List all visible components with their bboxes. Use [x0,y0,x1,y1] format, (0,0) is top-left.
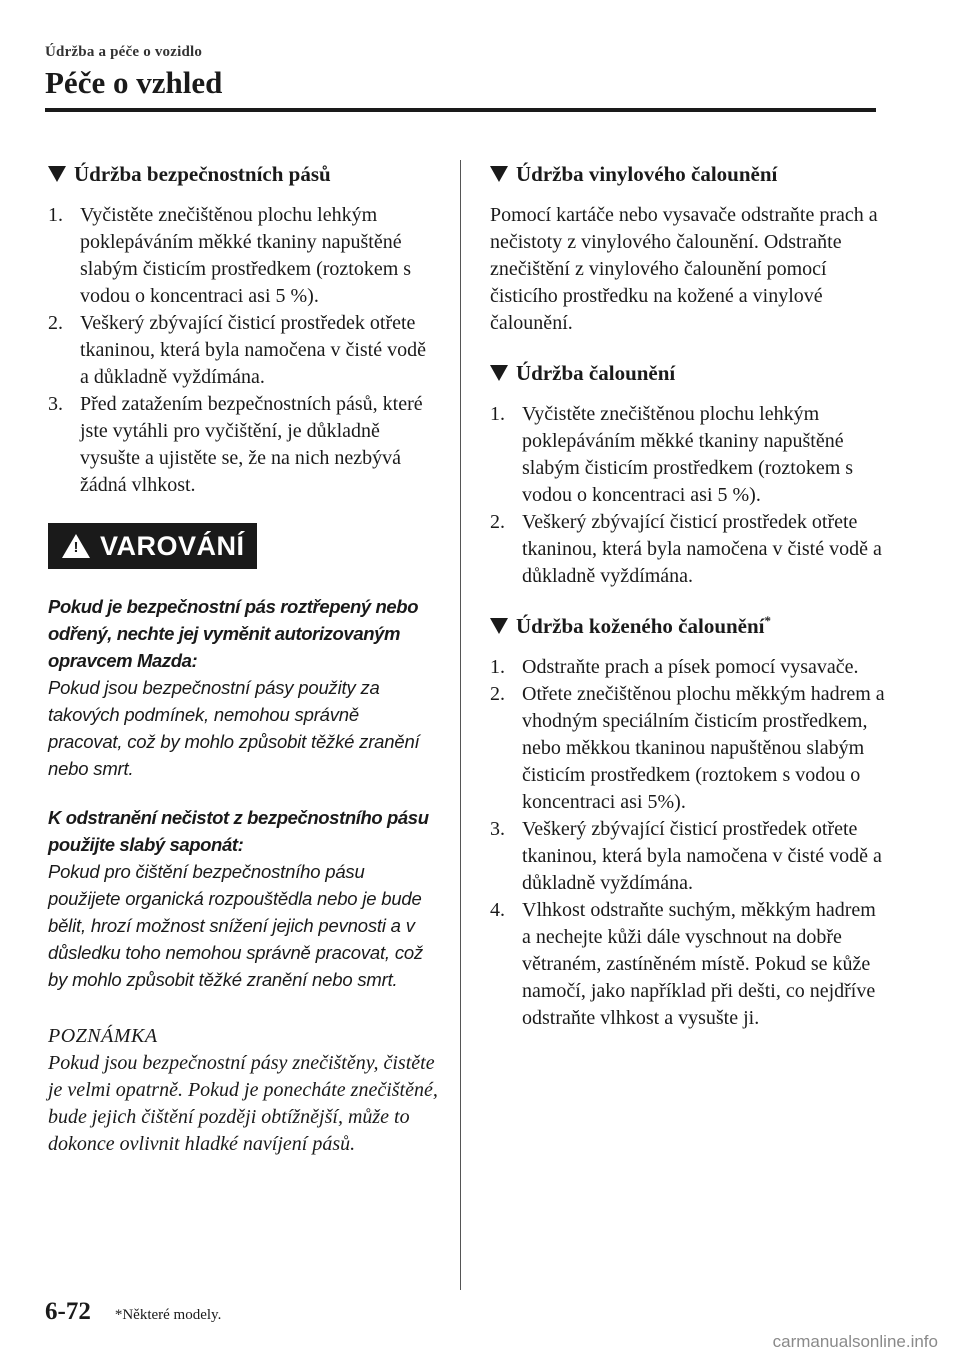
warning-block [48,804,438,993]
list-item [490,897,885,1032]
page-footer [45,1298,221,1326]
list-item [48,391,438,499]
step-number: 1. [490,403,505,425]
right-column [490,160,885,1032]
section-heading-text: Údržba vinylového čalounění [516,162,778,186]
triangle-down-icon [490,618,508,634]
left-column [48,160,438,1158]
step-number: 1. [48,204,63,226]
section-heading-leather [490,612,885,640]
footnote: *Některé modely. [114,1307,222,1323]
step-number: 4. [490,899,505,921]
footnote-mark: * [764,613,772,628]
warning-bold-text: K odstranění nečistot z bezpečnostního pásu použijte slabý saponát: [48,807,429,855]
warning-block [48,593,438,782]
list-item [490,654,885,681]
section-heading-vinyl [490,160,885,188]
watermark: carmanualsonline.info [772,1332,938,1351]
upholstery-steps [490,401,885,590]
vinyl-paragraph: Pomocí kartáče nebo vysavače odstraňte prach a nečistoty z vinylového čalounění. Odstraňte znečištění z vinylového čalounění pomocí čisticího prostředku na kožené a vinylové čalounění. [490,204,878,334]
step-text: Veškerý zbývající čisticí prostředek otřete tkaninou, která byla namočena v čisté vodě a důkladně vyždímána. [522,511,882,587]
list-item [48,310,438,391]
header-rule [45,108,876,112]
list-item [490,681,885,816]
section-heading-text: Údržba čalounění [516,361,676,385]
section-heading-seatbelt [48,160,438,188]
section-heading-upholstery [490,359,885,387]
list-item [48,202,438,310]
section-heading-text: Údržba koženého čalounění* [516,613,772,638]
seatbelt-steps [48,202,438,499]
triangle-down-icon [48,166,66,182]
triangle-down-icon [490,365,508,381]
breadcrumb: Údržba a péče o vozidlo [45,44,203,60]
list-item [490,401,885,509]
page-number: 6-72 [45,1298,91,1325]
warning-label-text: VAROVÁNÍ [100,530,245,561]
warning-bold-text: Pokud je bezpečnostní pás roztřepený nebo odřený, nechte jej vyměnit autorizovaným opravcem Mazda: [48,596,419,671]
section-heading-text: Údržba bezpečnostních pásů [74,162,331,186]
warning-label [48,523,257,569]
step-text: Otřete znečištěnou plochu měkkým hadrem a vhodným speciálním čisticím prostředkem, nebo měkkou tkaninou napuštěnou slabým čisticím prostředkem (roztokem s vodou o koncentraci asi 5%). [522,683,885,813]
warning-triangle-icon: ! [62,534,90,558]
step-text: Veškerý zbývající čisticí prostředek otřete tkaninou, která byla namočena v čisté vodě a důkladně vyždímána. [522,818,882,894]
step-number: 3. [490,818,505,840]
step-text: Vlhkost odstraňte suchým, měkkým hadrem a nechejte kůži dále vyschnout na dobře větraném, zastíněném místě. Pokud se kůže namočí, jako například při dešti, co nejdříve odstraňte vlhkost a vysušte ji. [522,899,876,1029]
list-item [490,509,885,590]
warning-text: Pokud jsou bezpečnostní pásy použity za takových podmínek, nemohou správně pracovat, což by mohlo způsobit těžké zranění nebo smrt. [48,677,420,779]
page-title: Péče o vzhled [45,65,223,100]
step-number: 2. [490,511,505,533]
step-text: Odstraňte prach a písek pomocí vysavače. [522,656,859,678]
step-text: Před zatažením bezpečnostních pásů, které jste vytáhli pro vyčištění, je důkladně vysušte a ujistěte se, že na nich nezbývá žádná vlhkost. [80,393,423,496]
note-title: POZNÁMKA [48,1025,158,1047]
step-text: Vyčistěte znečištěnou plochu lehkým poklepáváním měkké tkaniny napuštěné slabým čisticím prostředkem (roztokem s vodou o koncentraci asi 5 %). [522,403,854,506]
step-number: 2. [490,683,505,705]
triangle-down-icon [490,166,508,182]
step-text: Vyčistěte znečištěnou plochu lehkým poklepáváním měkké tkaniny napuštěné slabým čisticím prostředkem (roztokem s vodou o koncentraci asi 5 %). [80,204,412,307]
warning-text: Pokud pro čištění bezpečnostního pásu použijete organická rozpouštědla nebo je bude bělit, hrozí možnost snížení jejich pevnosti a v důsledku toho nemohou správně pracovat, což by mohlo způsobit těžké zranění nebo smrt. [48,861,424,990]
step-number: 1. [490,656,505,678]
list-item [490,816,885,897]
step-number: 2. [48,312,63,334]
step-number: 3. [48,393,63,415]
column-divider [460,160,461,1290]
step-text: Veškerý zbývající čisticí prostředek otřete tkaninou, která byla namočena v čisté vodě a důkladně vyždímána. [80,312,426,388]
leather-steps [490,654,885,1032]
page-header [45,44,876,101]
note-text: Pokud jsou bezpečnostní pásy znečištěny, čistěte je velmi opatrně. Pokud je ponecháte znečištěné, bude jejich čištění později obtížnější, může to dokonce ovlivnit hladké navíjení pásů. [48,1052,438,1155]
